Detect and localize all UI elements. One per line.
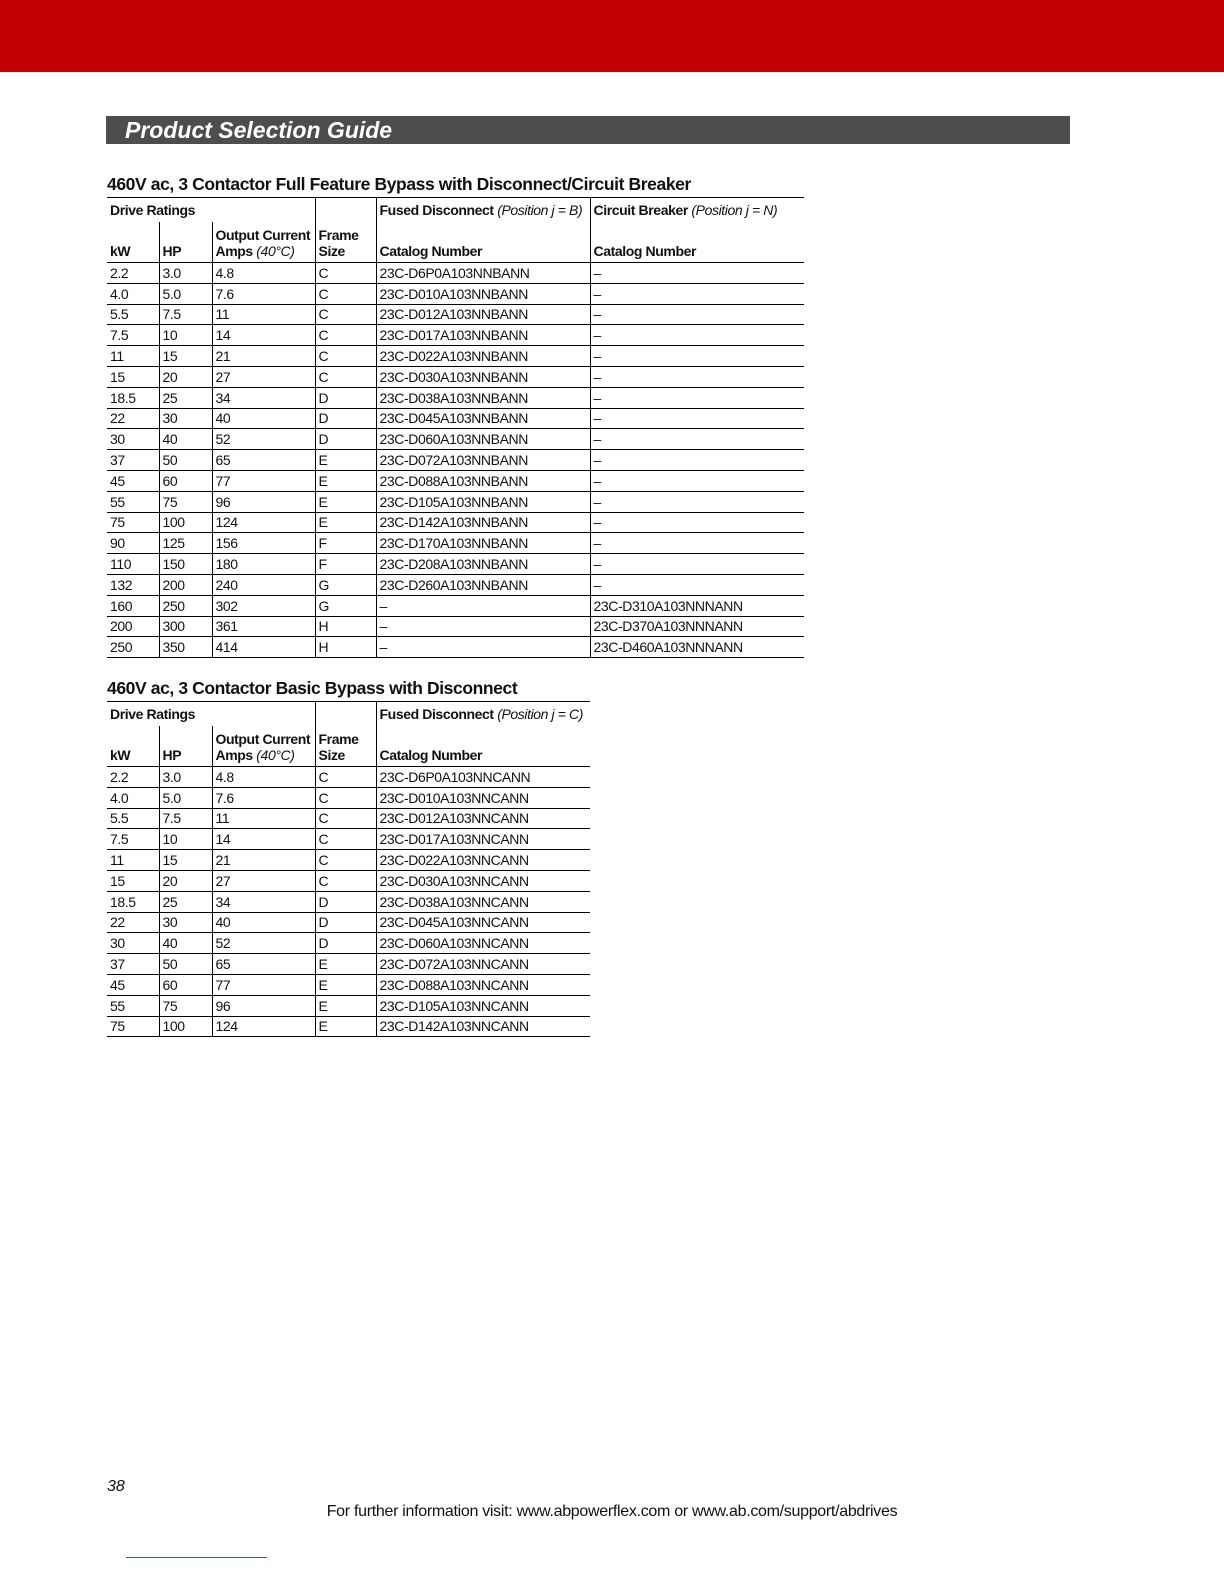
- table-row: [107, 263, 804, 284]
- hp-cell: 150: [159, 554, 212, 575]
- amps-cell: 52: [212, 933, 315, 954]
- frame-size-cell: C: [315, 870, 376, 891]
- kw-cell: 90: [107, 533, 159, 554]
- kw-cell: 75: [107, 512, 159, 533]
- hp-cell: 250: [159, 595, 212, 616]
- amps-cell: 77: [212, 974, 315, 995]
- frame-size-cell: D: [315, 408, 376, 429]
- fused-catalog-cell: 23C-D105A103NNBANN: [376, 491, 590, 512]
- fused-catalog-cell: 23C-D017A103NNCANN: [376, 829, 590, 850]
- kw-cell: 30: [107, 933, 159, 954]
- amps-cell: 27: [212, 366, 315, 387]
- frame-size-cell: C: [315, 808, 376, 829]
- breaker-catalog-cell: –: [590, 408, 804, 429]
- hp-cell: 10: [159, 829, 212, 850]
- breaker-catalog-cell: 23C-D370A103NNNANN: [590, 616, 804, 637]
- breaker-catalog-cell: 23C-D310A103NNNANN: [590, 595, 804, 616]
- kw-cell: 30: [107, 429, 159, 450]
- hp-cell: 15: [159, 850, 212, 871]
- fused-catalog-cell: 23C-D010A103NNCANN: [376, 787, 590, 808]
- frame-size-cell: C: [315, 850, 376, 871]
- hp-cell: 7.5: [159, 808, 212, 829]
- amps-cell: 361: [212, 616, 315, 637]
- amps-cell: 65: [212, 954, 315, 975]
- kw-cell: 75: [107, 1016, 159, 1037]
- kw-cell: 5.5: [107, 304, 159, 325]
- table2-title: 460V ac, 3 Contactor Basic Bypass with Disconnect: [107, 678, 518, 698]
- hp-cell: 50: [159, 450, 212, 471]
- amps-cell: 21: [212, 850, 315, 871]
- table-row: [107, 829, 590, 850]
- kw-cell: 160: [107, 595, 159, 616]
- table-row: [107, 616, 804, 637]
- fused-catalog-cell: 23C-D022A103NNBANN: [376, 346, 590, 367]
- table-row: [107, 450, 804, 471]
- kw-cell: 22: [107, 912, 159, 933]
- kw-cell: 200: [107, 616, 159, 637]
- kw-cell: 4.0: [107, 283, 159, 304]
- table-row: [107, 850, 590, 871]
- breaker-catalog-cell: –: [590, 366, 804, 387]
- frame-size-cell: D: [315, 891, 376, 912]
- amps-cell: 77: [212, 470, 315, 491]
- table-row: [107, 366, 804, 387]
- breaker-catalog-cell: –: [590, 470, 804, 491]
- hp-cell: 350: [159, 637, 212, 658]
- fused-catalog-cell: 23C-D030A103NNCANN: [376, 870, 590, 891]
- breaker-catalog-number-header: Catalog Number: [590, 222, 804, 263]
- hp-cell: 3.0: [159, 263, 212, 284]
- table-row: [107, 787, 590, 808]
- section-title: Product Selection Guide: [125, 117, 393, 143]
- breaker-catalog-cell: –: [590, 491, 804, 512]
- frame-size-cell: D: [315, 387, 376, 408]
- fused-catalog-cell: 23C-D105A103NNCANN: [376, 995, 590, 1016]
- amps-cell: 7.6: [212, 283, 315, 304]
- table-row: [107, 891, 590, 912]
- amps-cell: 65: [212, 450, 315, 471]
- amps-cell: 96: [212, 491, 315, 512]
- frame-size-header: Frame Size: [315, 726, 376, 767]
- kw-cell: 15: [107, 870, 159, 891]
- fused-catalog-cell: 23C-D142A103NNBANN: [376, 512, 590, 533]
- drive-ratings-header: Drive Ratings: [107, 702, 315, 726]
- fused-catalog-cell: –: [376, 637, 590, 658]
- kw-cell: 132: [107, 574, 159, 595]
- hp-cell: 200: [159, 574, 212, 595]
- fused-disconnect-header: Fused Disconnect (Position j = B): [376, 198, 590, 222]
- frame-size-cell: C: [315, 346, 376, 367]
- fused-catalog-cell: 23C-D6P0A103NNCANN: [376, 767, 590, 788]
- table-row: [107, 491, 804, 512]
- table-row: [107, 767, 590, 788]
- frame-size-cell: E: [315, 954, 376, 975]
- frame-size-cell: E: [315, 450, 376, 471]
- amps-cell: 14: [212, 829, 315, 850]
- table-row: [107, 974, 590, 995]
- amps-cell: 11: [212, 808, 315, 829]
- amps-cell: 52: [212, 429, 315, 450]
- hp-cell: 60: [159, 470, 212, 491]
- kw-cell: 7.5: [107, 325, 159, 346]
- hp-cell: 7.5: [159, 304, 212, 325]
- fused-catalog-cell: 23C-D208A103NNBANN: [376, 554, 590, 575]
- amps-cell: 124: [212, 512, 315, 533]
- table-row: [107, 808, 590, 829]
- output-current-header: Output Current Amps (40°C): [212, 222, 315, 263]
- amps-cell: 96: [212, 995, 315, 1016]
- kw-header: kW: [107, 726, 159, 767]
- fused-catalog-cell: 23C-D038A103NNCANN: [376, 891, 590, 912]
- fused-catalog-cell: 23C-D142A103NNCANN: [376, 1016, 590, 1037]
- fused-catalog-cell: 23C-D6P0A103NNBANN: [376, 263, 590, 284]
- frame-size-cell: D: [315, 933, 376, 954]
- table-row: [107, 346, 804, 367]
- frame-size-cell: C: [315, 767, 376, 788]
- full-feature-bypass-table: [107, 197, 804, 658]
- hp-cell: 50: [159, 954, 212, 975]
- amps-cell: 34: [212, 891, 315, 912]
- hp-cell: 60: [159, 974, 212, 995]
- hp-cell: 25: [159, 891, 212, 912]
- amps-cell: 27: [212, 870, 315, 891]
- breaker-catalog-cell: –: [590, 450, 804, 471]
- frame-size-cell: E: [315, 512, 376, 533]
- kw-cell: 2.2: [107, 767, 159, 788]
- hp-cell: 30: [159, 408, 212, 429]
- frame-size-cell: D: [315, 912, 376, 933]
- fused-catalog-cell: 23C-D030A103NNBANN: [376, 366, 590, 387]
- kw-cell: 11: [107, 850, 159, 871]
- table-row: [107, 912, 590, 933]
- table-row: [107, 408, 804, 429]
- amps-cell: 40: [212, 408, 315, 429]
- table-row: [107, 283, 804, 304]
- frame-size-header: Frame Size: [315, 222, 376, 263]
- amps-cell: 4.8: [212, 767, 315, 788]
- breaker-catalog-cell: –: [590, 574, 804, 595]
- kw-cell: 7.5: [107, 829, 159, 850]
- hp-cell: 40: [159, 933, 212, 954]
- amps-cell: 40: [212, 912, 315, 933]
- fused-catalog-cell: 23C-D038A103NNBANN: [376, 387, 590, 408]
- kw-cell: 18.5: [107, 387, 159, 408]
- table-row: [107, 1016, 590, 1037]
- kw-cell: 15: [107, 366, 159, 387]
- hp-cell: 20: [159, 366, 212, 387]
- table-row: [107, 574, 804, 595]
- frame-size-cell: E: [315, 1016, 376, 1037]
- amps-cell: 4.8: [212, 263, 315, 284]
- table-row: [107, 995, 590, 1016]
- breaker-catalog-cell: –: [590, 346, 804, 367]
- fused-catalog-cell: 23C-D045A103NNCANN: [376, 912, 590, 933]
- hp-cell: 75: [159, 491, 212, 512]
- fused-catalog-cell: 23C-D260A103NNBANN: [376, 574, 590, 595]
- drive-ratings-header: Drive Ratings: [107, 198, 315, 222]
- breaker-catalog-cell: –: [590, 533, 804, 554]
- kw-cell: 18.5: [107, 891, 159, 912]
- footer-info: For further information visit: www.abpowerflex.com or www.ab.com/support/abdrives: [326, 1503, 898, 1520]
- frame-size-cell: F: [315, 554, 376, 575]
- fused-catalog-cell: 23C-D045A103NNBANN: [376, 408, 590, 429]
- hp-cell: 125: [159, 533, 212, 554]
- fused-catalog-cell: 23C-D012A103NNBANN: [376, 304, 590, 325]
- table-row: [107, 304, 804, 325]
- kw-cell: 45: [107, 470, 159, 491]
- hp-cell: 30: [159, 912, 212, 933]
- amps-cell: 156: [212, 533, 315, 554]
- kw-cell: 55: [107, 995, 159, 1016]
- kw-cell: 2.2: [107, 263, 159, 284]
- kw-cell: 37: [107, 954, 159, 975]
- breaker-catalog-cell: –: [590, 325, 804, 346]
- output-current-header: Output Current Amps (40°C): [212, 726, 315, 767]
- breaker-catalog-cell: –: [590, 283, 804, 304]
- breaker-catalog-cell: –: [590, 304, 804, 325]
- frame-size-cell: D: [315, 429, 376, 450]
- table-row: [107, 870, 590, 891]
- hp-cell: 40: [159, 429, 212, 450]
- amps-cell: 180: [212, 554, 315, 575]
- amps-cell: 34: [212, 387, 315, 408]
- amps-cell: 7.6: [212, 787, 315, 808]
- frame-size-cell: E: [315, 995, 376, 1016]
- breaker-catalog-cell: –: [590, 429, 804, 450]
- fused-catalog-cell: 23C-D017A103NNBANN: [376, 325, 590, 346]
- frame-size-cell: C: [315, 304, 376, 325]
- fused-catalog-cell: 23C-D022A103NNCANN: [376, 850, 590, 871]
- breaker-catalog-cell: –: [590, 554, 804, 575]
- fused-catalog-cell: 23C-D088A103NNBANN: [376, 470, 590, 491]
- kw-header: kW: [107, 222, 159, 263]
- kw-cell: 45: [107, 974, 159, 995]
- fused-catalog-cell: –: [376, 595, 590, 616]
- fused-catalog-cell: 23C-D010A103NNBANN: [376, 283, 590, 304]
- amps-cell: 14: [212, 325, 315, 346]
- fused-catalog-number-header: Catalog Number: [376, 222, 590, 263]
- amps-cell: 124: [212, 1016, 315, 1037]
- frame-size-cell: E: [315, 470, 376, 491]
- kw-cell: 4.0: [107, 787, 159, 808]
- fused-catalog-number-header: Catalog Number: [376, 726, 590, 767]
- fused-catalog-cell: 23C-D060A103NNCANN: [376, 933, 590, 954]
- table-row: [107, 954, 590, 975]
- hp-cell: 25: [159, 387, 212, 408]
- page-number: 38: [107, 1478, 125, 1495]
- fused-catalog-cell: 23C-D072A103NNBANN: [376, 450, 590, 471]
- hp-cell: 3.0: [159, 767, 212, 788]
- frame-size-cell: C: [315, 787, 376, 808]
- frame-size-cell: C: [315, 366, 376, 387]
- frame-size-cell: E: [315, 491, 376, 512]
- hp-header: HP: [159, 726, 212, 767]
- brand-header-bar: [0, 0, 1224, 72]
- frame-header-spacer: [315, 702, 376, 726]
- kw-cell: 110: [107, 554, 159, 575]
- table-row: [107, 470, 804, 491]
- section-title-bar: [106, 116, 1070, 144]
- table-row: [107, 595, 804, 616]
- kw-cell: 55: [107, 491, 159, 512]
- hp-cell: 20: [159, 870, 212, 891]
- frame-size-cell: C: [315, 283, 376, 304]
- kw-cell: 11: [107, 346, 159, 367]
- frame-size-cell: F: [315, 533, 376, 554]
- fused-disconnect-header: Fused Disconnect (Position j = C): [376, 702, 590, 726]
- amps-cell: 11: [212, 304, 315, 325]
- hp-cell: 100: [159, 512, 212, 533]
- frame-size-cell: H: [315, 637, 376, 658]
- hp-cell: 300: [159, 616, 212, 637]
- table-row: [107, 637, 804, 658]
- hp-cell: 15: [159, 346, 212, 367]
- fused-catalog-cell: 23C-D170A103NNBANN: [376, 533, 590, 554]
- amps-cell: 240: [212, 574, 315, 595]
- table-row: [107, 512, 804, 533]
- hp-cell: 5.0: [159, 283, 212, 304]
- circuit-breaker-header: Circuit Breaker (Position j = N): [590, 198, 804, 222]
- table-row: [107, 533, 804, 554]
- fused-catalog-cell: 23C-D072A103NNCANN: [376, 954, 590, 975]
- frame-size-cell: H: [315, 616, 376, 637]
- frame-header-spacer: [315, 198, 376, 222]
- fused-catalog-cell: 23C-D012A103NNCANN: [376, 808, 590, 829]
- kw-cell: 5.5: [107, 808, 159, 829]
- footer-rule: [126, 1557, 267, 1558]
- hp-cell: 100: [159, 1016, 212, 1037]
- frame-size-cell: G: [315, 574, 376, 595]
- table-row: [107, 325, 804, 346]
- table-row: [107, 387, 804, 408]
- breaker-catalog-cell: –: [590, 512, 804, 533]
- fused-catalog-cell: 23C-D088A103NNCANN: [376, 974, 590, 995]
- kw-cell: 250: [107, 637, 159, 658]
- breaker-catalog-cell: –: [590, 263, 804, 284]
- amps-cell: 302: [212, 595, 315, 616]
- basic-bypass-table: [107, 701, 590, 1037]
- table1-title: 460V ac, 3 Contactor Full Feature Bypass with Disconnect/Circuit Breaker: [107, 174, 691, 194]
- fused-catalog-cell: –: [376, 616, 590, 637]
- frame-size-cell: C: [315, 325, 376, 346]
- amps-cell: 414: [212, 637, 315, 658]
- hp-header: HP: [159, 222, 212, 263]
- frame-size-cell: G: [315, 595, 376, 616]
- hp-cell: 5.0: [159, 787, 212, 808]
- amps-cell: 21: [212, 346, 315, 367]
- table-row: [107, 554, 804, 575]
- breaker-catalog-cell: 23C-D460A103NNNANN: [590, 637, 804, 658]
- hp-cell: 10: [159, 325, 212, 346]
- frame-size-cell: C: [315, 263, 376, 284]
- kw-cell: 22: [107, 408, 159, 429]
- frame-size-cell: E: [315, 974, 376, 995]
- frame-size-cell: C: [315, 829, 376, 850]
- table-row: [107, 933, 590, 954]
- fused-catalog-cell: 23C-D060A103NNBANN: [376, 429, 590, 450]
- breaker-catalog-cell: –: [590, 387, 804, 408]
- table-row: [107, 429, 804, 450]
- hp-cell: 75: [159, 995, 212, 1016]
- kw-cell: 37: [107, 450, 159, 471]
